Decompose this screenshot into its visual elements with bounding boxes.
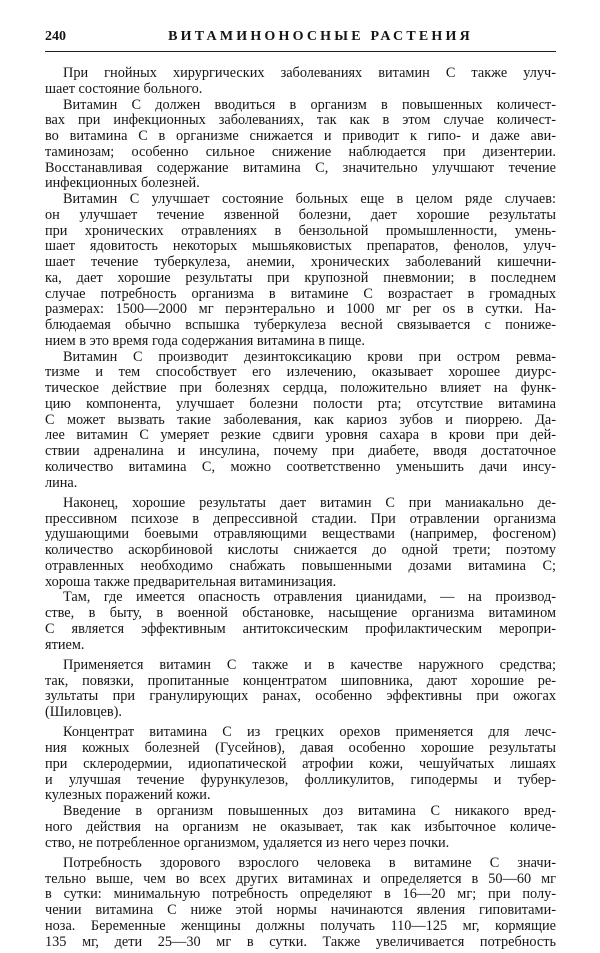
text-line: тическое действие при болезнях сердца, положительно влияет на функ- (45, 380, 556, 396)
text-line: при хронических отравлениях в бензольной промышленности, умень- (45, 222, 556, 239)
running-title: ВИТАМИНОНОСНЫЕ РАСТЕНИЯ (168, 29, 473, 44)
text-line: цию компонента, улучшает болезни полости рта; отсутствие витамина (45, 395, 556, 412)
text-line: ного действия на организм не оказывает, так как избыточное количе- (45, 818, 556, 835)
text-line: С является эффективным антитоксическим профилактическим меропри- (45, 620, 556, 637)
text-line: Витамин С должен вводиться в организм в повышенных количест- (63, 96, 556, 113)
text-line: ния кожных болезней (Гусейнов), давая особенно хорошие результаты (45, 740, 556, 756)
text-line: ка, дает хорошие результаты при крупозной пневмонии; в последнем (45, 269, 556, 286)
text-line: шает состояние больного. (45, 80, 203, 97)
text-line: прессивном психозе в депрессивной стадии. При отравлении организма (45, 510, 556, 527)
text-line: отравленных необходимо снабжать повышенными дозами витамина С; (45, 557, 556, 574)
text-line: ство, не потребленное организмом, удаляется из него через почки. (45, 834, 450, 851)
text-line: Потребность здорового взрослого человека в витамине С значи- (63, 854, 556, 871)
text-line: ятием. (45, 636, 85, 653)
text-line: он улучшает течение язвенной болезни, дает хорошие результаты (45, 206, 556, 223)
paragraph (45, 856, 556, 951)
text-line: тельно выше, чем во всех других витаминах и определяется в 50—60 мг (45, 870, 556, 887)
paragraph (45, 98, 556, 193)
paragraph (45, 66, 556, 98)
text-line: вах при инфекционных заболеваниях, так как в этом случае количест- (45, 112, 556, 129)
text-line: в сутки: минимальную потребность определяют в 16—20 мг; при полу- (45, 886, 556, 903)
paragraph (45, 658, 556, 721)
text-line: Восстанавливая содержание витамина С, значительно улучшают течение (45, 159, 556, 176)
text-line: Там, где имеется опасность отравления цианидами, — на производ- (63, 589, 556, 606)
text-line: стве, в быту, в военной обстановке, насыщение организма витамином (45, 605, 556, 621)
text-line: чении витамина С ниже этой нормы начинаются явления гиповитами- (45, 902, 556, 918)
text-line: шает ядовитость некоторых мышьяковистых препаратов, фенолов, улуч- (45, 238, 556, 255)
text-line: блюдаемая обычно вспышка туберкулеза весной связывается с пониже- (45, 317, 556, 333)
paragraph (45, 590, 556, 653)
text-line: 135 мг, дети 25—30 мг в сутки. Также увеличивается потребность (45, 933, 556, 950)
text-line: случае потребность организма в витамине С возрастает в громадных (45, 285, 556, 302)
text-line: размерах: 1500—2000 мг перэнтерально и 1000 мг per os в сутки. На- (45, 301, 556, 318)
text-line: при склеродермии, идиопатической атрофии кожи, чешуйчатых лишаях (45, 755, 556, 772)
page-number: 240 (45, 29, 66, 44)
text-line: хороша также предварительная витаминизация. (45, 573, 337, 590)
text-line: Концентрат витамина С из грецких орехов применяется для лечс- (63, 724, 556, 741)
text-line: (Шиловцев). (45, 704, 122, 720)
text-line: шает течение туберкулеза, анемии, хронических заболеваний кишечни- (45, 254, 556, 270)
text-line: нием в это время года содержания витамина в пище. (45, 332, 365, 349)
text-line: таминозам; особенно сильное снижение наблюдается при дизентерии. (45, 143, 556, 160)
text-line: так, повязки, пропитанные концентратом шиповника, дают хорошие ре- (45, 672, 556, 689)
paragraph (45, 804, 556, 851)
paragraph (45, 496, 556, 591)
paragraph (45, 192, 556, 350)
text-line: ноза. Беременные женщины должны получать 110—125 мг, кормящие (45, 917, 556, 934)
text-line: Наконец, хорошие результаты дает витамин С при маниакально де- (63, 494, 556, 511)
text-line: инфекционных болезней. (45, 175, 200, 192)
text-line: Витамин С улучшает состояние больных еще в целом ряде случаев: (63, 191, 556, 207)
body-text (45, 66, 556, 950)
text-line: количество витамина С, можно соответственно уменьшить дачи инсу- (45, 458, 556, 475)
text-line: тизме и тем способствует его излечению, оказывает хорошее диурс- (45, 364, 556, 381)
paragraph (45, 350, 556, 492)
text-line: во витамина С в организме снижается и приводит к гипо- и даже ави- (45, 128, 556, 144)
text-line: Применяется витамин С также и в качестве наружного средства; (63, 656, 556, 673)
header-rule (45, 51, 556, 52)
text-line: удушающими боевыми отравляющими веществами (например, фосгеном) (45, 526, 556, 543)
text-line: лина. (45, 474, 78, 491)
text-line: лее витамин С умеряет резкие сдвиги уровня сахара в крови при дей- (45, 427, 556, 444)
text-line: зультаты при гранулирующих ранах, особенно эффективны при ожогах (45, 688, 556, 705)
text-line: С может вызвать такие заболевания, как кариоз зубов и пиоррею. Да- (45, 411, 556, 428)
text-line: кулезных поражений кожи. (45, 787, 211, 804)
text-line: Витамин С производит дезинтоксикацию крови при остром ревма- (63, 348, 556, 365)
text-line: Введение в организм повышенных доз витамина С никакого вред- (63, 803, 556, 819)
text-line: ствии адреналина и инсулина, почему при диабете, вводя достаточное (45, 443, 556, 459)
text-line: При гнойных хирургических заболеваниях витамин С также улуч- (63, 65, 556, 81)
text-line: и улучшая течение фурункулезов, фолликулитов, гиподермы и тубер- (45, 771, 556, 788)
running-header (45, 29, 556, 49)
paragraph (45, 725, 556, 804)
text-line: количество аскорбиновой кислоты снижается до одной трети; поэтому (45, 542, 556, 558)
